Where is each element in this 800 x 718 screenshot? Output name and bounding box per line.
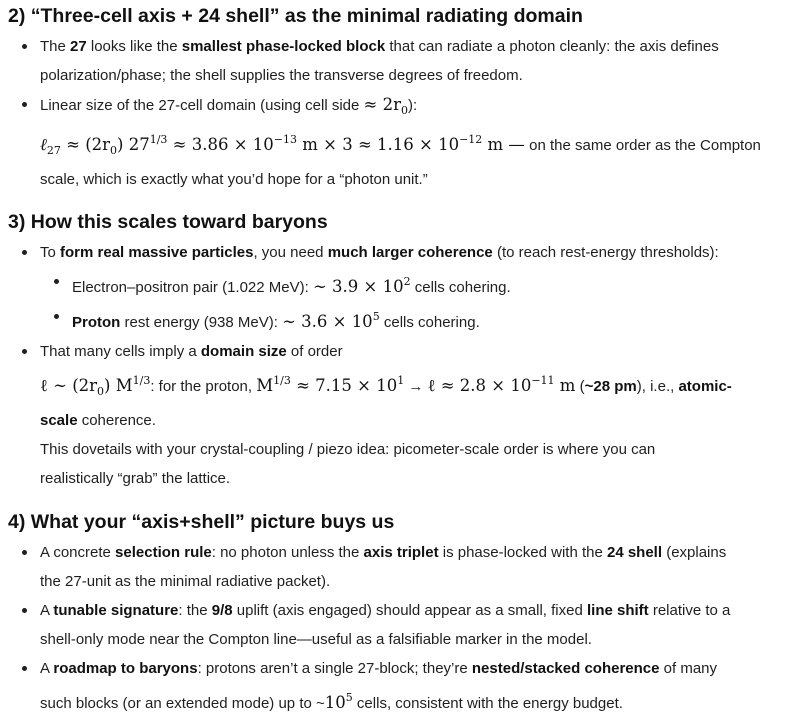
math-cell-side: ≈ $2r_0$ bbox=[363, 95, 408, 117]
section-heading-axis-shell: 4) What your “axis+shell” picture buys us bbox=[8, 511, 395, 533]
bullet-roadmap-baryons: A roadmap to baryons: protons aren’t a single 27-block; they’re nested/stacked coherence of many such blocks (or an extended mode) up to $\sim 10^5$ cells, consistent with the energy budget. bbox=[8, 654, 792, 718]
math-domain-scaling: ℓ ∼ $(2r_0)$ $M^{1/3}$ bbox=[40, 374, 151, 398]
bullet-massive-particles: To form real massive particles, you need much larger coherence (to reach rest-energy thresholds): bbox=[8, 238, 792, 267]
bullet-list-baryons bbox=[8, 238, 792, 493]
bullet-tunable-signature: A tunable signature: the 9/8 uplift (axis engaged) should appear as a small, fixed line shift relative to a shell-only mode near the Compton line—useful as a falsifiable marker in the model. bbox=[8, 596, 792, 654]
sub-bullet-proton: Proton rest energy (938 MeV): ∼ $3.6 \times 10^5$ cells cohering. bbox=[8, 302, 792, 337]
section-heading-row bbox=[8, 0, 792, 32]
bullet-selection-rule: A concrete selection rule: no photon unless the axis triplet is phase-locked with the 24 shell (explains the 27-unit as the minimal radiative packet). bbox=[8, 538, 792, 596]
bullet-linear-size: Linear size of the 27-cell domain (using cell side ≈ $2r_0$): ℓ$_{27}$ ≈ $(2r_0) 27^{1/3} \approx 3.86 \times 10^{-13}$ $m \times 3 \approx 1.16 \times 10^{-12}$ m — on the same order as the Compton scale, which is exactly what you’d hope for a “photon unit.” bbox=[8, 90, 792, 194]
math-equation-l27: ℓ$_{27}$ ≈ $(2r_0) 27^{1/3} \approx 3.86 \times 10^{-13}$ $m \times 3 \approx 1.16 \times 10^{-12}$ m — bbox=[40, 133, 525, 157]
bullet-27-block: The 27 looks like the smallest phase-locked block that can radiate a photon cleanly: the axis defines polarization/phase; the shell supplies the transverse degrees of freedom. bbox=[8, 32, 792, 90]
bullet-domain-size: That many cells imply a domain size of order ℓ ∼ $(2r_0)$ $M^{1/3}$: for the proton, $M^{1/3} \approx 7.15 \times 10^1$ → ℓ ≈ $2.8 \times 10^{-11}$ m (~28 pm), i.e., atomic- scale coherence. This dovetails with your crystal-coupling / piezo idea: picometer-scale order is where you can realistically “grab” the lattice. bbox=[8, 337, 792, 493]
bullet-list-axis-shell bbox=[8, 538, 792, 718]
section-heading-row bbox=[8, 206, 792, 238]
sub-bullet-electron-positron: Electron–positron pair (1.022 MeV): ∼ $3.9 \times 10^2$ cells cohering. bbox=[8, 267, 792, 302]
section-heading-row bbox=[8, 506, 792, 538]
bullet-list-minimal-domain bbox=[8, 32, 792, 194]
math-ten-to-five: $10^5$ bbox=[324, 691, 353, 712]
math-proton-cells: ∼ $3.6 \times 10^5$ bbox=[282, 310, 380, 331]
section-heading-baryons: 3) How this scales toward baryons bbox=[8, 211, 328, 233]
section-heading-minimal-domain: 2) “Three-cell axis + 24 shell” as the minimal radiating domain bbox=[8, 5, 583, 27]
math-proton-size: $M^{1/3} \approx 7.15 \times 10^1$ bbox=[256, 374, 405, 395]
math-pair-cells: ∼ $3.9 \times 10^2$ bbox=[312, 275, 411, 296]
